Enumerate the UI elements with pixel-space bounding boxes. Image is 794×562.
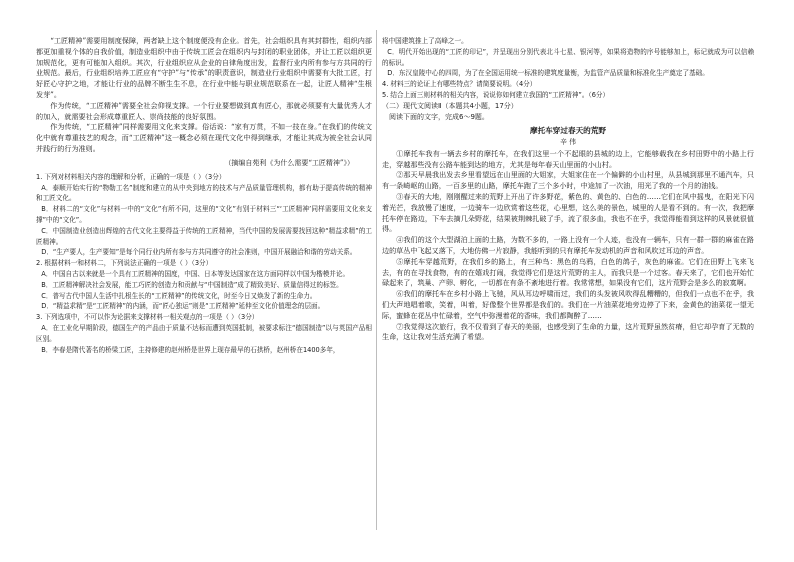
story-title: 摩托车穿过春天的荒野: [530, 125, 606, 135]
right-column: [382, 36, 754, 343]
passage-paragraph: “工匠精神”需要用制度保障，两者缺上这个制度便没有企业。首先，社会组织具有其封群性，组织内部都更加重视个体的自我价值，制造业组织中由于传统工匠会在组织内与封闭的职业团体，并让工匠以组织更加规范化，更有可能加入组织。其次，行业组织应从企业的自律角度出发，监督行业内所有参与方共同的行业规范。最后，行业组织培养工匠应有“守护”与“传承”的职责意识，制造业行业组织中需要有大批工匠，打好匠心守护之地，才能让行业的品牌不断生生不息，在行业中能与职业规范联系在一起，让匠人精神“生根发芽”。: [36, 36, 372, 99]
section-heading: （二）现代文阅读Ⅱ（本题共4小题，17分）: [382, 101, 518, 110]
left-column: [36, 36, 372, 355]
passage-source: （摘编自苑利《为什么需要“工匠精神”》）: [224, 158, 354, 167]
question-2-option-c: C．普写古代中国人生活中扎根生长的“工匠精神”的传统文化，时至今日又焕发了新的生命力。: [41, 291, 317, 300]
passage-paragraph: 作为传统，“工匠精神”需要全社会仰视支撑。一个行业要想做到真有匠心，那就必须要有大量优秀人才的加入，就需要社会形成尊重匠人、崇尚技能的良好氛围。: [36, 100, 372, 121]
story-paragraph-3: ③春天的大地，刚刚醒过来的荒野上开出了许多野花，紫色的、黄色的、白色的……它们在风中摇曳，在阳光下闪着光芒，我放慢了速度，一边骑车一边欣赏着这些花，心里想，这么美的景色，城里的人是看不到的。有一次，我把摩托车停在路边，下车去摘几朵野花，结果被荆棘扎破了手，流了很多血，我也不在乎，我觉得能看到这样的风景就很值得。: [382, 191, 754, 234]
question-1-option-a: A．泰顺开始实行的“物勒工名”制度和建立的从中央到地方的技术与产品质量管理机构，都有助于提高传统的精神和工匠文化。: [36, 183, 372, 203]
question-3-option-a: A．在工业化早期阶段，德国生产的产品由于质量不达标而遭到英国抵制，被要求标注“德国制造”以与英国产品相区别。: [36, 323, 372, 343]
story-paragraph-7: ⑦我觉得这次旅行，我不仅看到了春天的美丽，也感受到了生命的力量，这片荒野虽然贫瘠，但它却孕育了无数的生命，这让我对生活充满了希望。: [382, 321, 754, 342]
story-paragraph-2: ②那天早晨我出发去乡里看望远在山里面的大姐家，大姐家住在一个偏僻的小山村里，从县城到那里不通汽车，只有一条崎岖的山路，一百多里的山路，摩托车跑了三个多小时，中途加了一次油，用光了我的一个月的油钱。: [382, 170, 754, 191]
story-paragraph-4: ④我们的这个大型湖泊上面的土路，为数不多的，一路上没有一个人迹，也没有一辆车，只有一群一群的麻雀在路边的草丛中飞起又落下，大地仿佛一片寂静，我能听到的只有摩托车发动机的声音和风吹过耳边的声音。: [382, 235, 754, 255]
question-3-option-b: B．李春是隋代著名的桥梁工匠，主持修建的赵州桥是世界上现存最早的石拱桥，赵州桥在1400多年，: [41, 345, 340, 354]
story-author: 辛 伟: [560, 137, 576, 146]
passage-paragraph: 作为传统，“工匠精神”同样需要用文化来支撑。俗话说：“家有万贯，不如一技在身。”在我们的传统文化中就有尊重技艺的观念，而“工匠精神”这一概念必须在现代文化中得到继承，才能让其成为被全社会认同并践行的行为准则。: [36, 122, 372, 153]
question-4-stem: 4. 材料三的论证上有哪些特点？请简要说明。（4分）: [382, 80, 537, 89]
question-1-stem: 1. 下列对材料相关内容的理解和分析，正确的一项是（ ）（3分）: [36, 172, 226, 181]
question-3-option-c: C．明代开始出现的“工匠的印记”，并呈现出分别代表北斗七星、银河等，如果将造物的序号能够加上，标记就成为可以信赖的标识。: [382, 47, 754, 67]
question-5-stem: 5. 结合上面三则材料的相关内容，说说你如何建立我国的“工匠精神”。（6分）: [382, 90, 610, 99]
question-2-option-b: B．工匠精神解决社会发展，能工巧匠的创造力和贡献与“中国制造”成了精致美好、质量信得过的标签。: [41, 280, 343, 289]
reading-instruction: 阅读下面的文字，完成6～9题。: [389, 112, 489, 121]
story-paragraph-5: ⑤摩托车穿越荒野，在我们乡的路上，有三种鸟：黑色的乌鸦，白色的鸽子，灰色的麻雀。它们在田野上飞来飞去，有的在寻找食物，有的在嬉戏打闹，我觉得它们是这片荒野的主人，而我只是一个过客。春天来了，它们也开始忙碌起来了，筑巢、产卵、孵化，一切都在有条不紊地进行着。我常常想，如果没有它们，这片荒野会是多么的寂寞啊。: [382, 256, 754, 288]
question-1-option-b: B．材料二的“文化”与材料一中的“文化”有所不同，这里的“文化”有别于材料三“‘工匠精神’同样需要用文化来支撑”中的“文化”。: [36, 205, 372, 224]
question-1-option-c: C．中国制造业创造出辉煌的古代文化主要得益于传统的工匠精神，当代中国的发展需要找回这种“精益求精”的工匠精神。: [36, 226, 372, 246]
column-divider: [376, 30, 377, 530]
question-3-stem: 3. 下列选项中，不可以作为论据来支撑材料一相关观点的一项是（ ）（3分）: [36, 313, 259, 322]
question-3-option-d: D．东汉皇陵中心的四周，为了在全国运用统一标准的建筑度量衡，为监管产品质量和标准化生产奠定了基础。: [387, 69, 709, 78]
question-2-stem: 2. 根据材料一和材料二，下列说法正确的一项是（ ）（3分）: [36, 259, 213, 268]
question-2-option-d: D．“精益求精”是“工匠精神”的内涵，而“匠心独运”则是“工匠精神”延伸至文化价值理念的层面。: [41, 302, 325, 311]
story-paragraph-1: ①摩托车我有一辆去乡村的摩托车，在我们这里一个不起眼的县城的边上，它能够载我在乡村田野中的小路上行走，穿越那些没有公路车能到达的地方，尤其是每年春天山里面的小山村。: [382, 148, 754, 169]
question-1-option-d: D．“生产要人，生产要知”是每个同行业内所有参与方共同遵守的社会准则，中国开展融洽和谐的劳动关系。: [41, 248, 357, 257]
option-continuation: 将中国建筑推上了高峰之一。: [382, 37, 468, 45]
story-paragraph-6: ⑥我们的摩托车在乡村小路上飞驰，风从耳边呼啸而过，我们的头发被风吹得乱糟糟的，但我们一点也不在乎，我们大声地唱着歌，笑着，叫着，好像整个世界都是我们的。我们在一片油菜花地旁边停了下来，金黄色的油菜花一望无际，蜜蜂在花丛中忙碌着，空气中弥漫着花的香味，我们都陶醉了……: [382, 289, 754, 320]
question-2-option-a: A．中国自古以来就是一个具有工匠精神的国度，中国、日本等发达国家在这方面同样以中国为楷模并论。: [41, 269, 350, 278]
